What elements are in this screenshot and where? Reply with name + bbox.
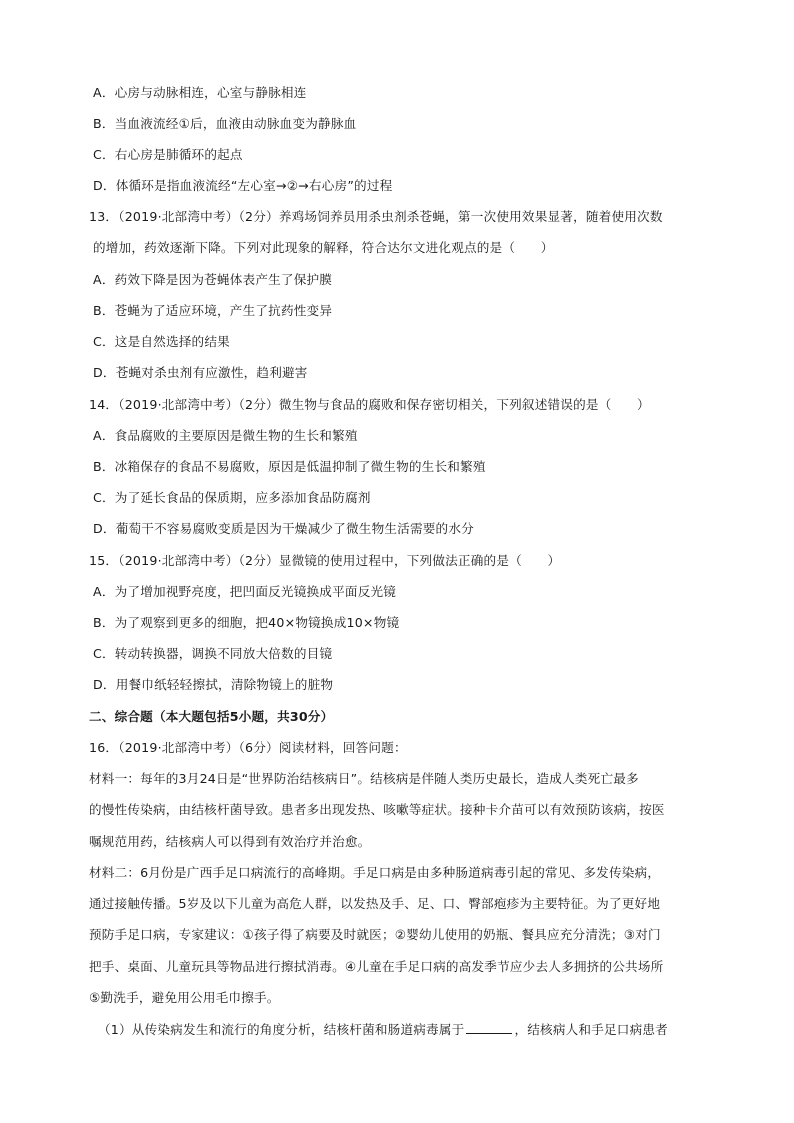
q16-material1-line1: 材料一：每年的3月24日是“世界防治结核病日”。结核病是伴随人类历史最长，造成人类死亡最多	[89, 771, 639, 786]
q16-material2-line2: 通过接触传播。5岁及以下儿童为高危人群，以发热及手、足、口、臀部疱疹为主要特征。为了更好地	[89, 896, 661, 911]
q12-option-b: B．当血液流经①后，血液由动脉血变为静脉血	[93, 116, 357, 131]
q13-stem: 13．（2019·北部湾中考）（2分）养鸡场饲养员用杀虫剂杀苍蝇，第一次使用效果显著，随着使用次数	[89, 209, 663, 224]
q16-stem: 16．（2019·北部湾中考）（6分）阅读材料，回答问题：	[89, 740, 407, 755]
q13-option-b: B．苍蝇为了适应环境，产生了抗药性变异	[93, 303, 333, 318]
q14-option-c: C．为了延长食品的保质期，应多添加食品防腐剂	[93, 490, 371, 505]
q15-stem: 15．（2019·北部湾中考）（2分）显微镜的使用过程中，下列做法正确的是（ ）	[89, 553, 561, 568]
q16-material2-line4: 把手、桌面、儿童玩具等物品进行擦拭消毒。④儿童在手足口病的高发季节应少去人多拥挤的公共场所	[89, 959, 664, 974]
q14-option-b: B．冰箱保存的食品不易腐败，原因是低温抑制了微生物的生长和繁殖	[93, 459, 486, 474]
q12-option-d: D．体循环是指血液流经“左心室→②→右心房”的过程	[93, 178, 393, 193]
section-heading: 二、综合题（本大题包括5小题，共30分）	[89, 709, 334, 724]
q15-option-d: D．用餐巾纸轻轻擦拭，清除物镜上的脏物	[93, 677, 334, 692]
q16-subquestion-1	[98, 1021, 668, 1038]
q16-sub1-text-after: ，结核病人和手足口病患者	[514, 1022, 668, 1037]
q14-option-a: A．食品腐败的主要原因是微生物的生长和繁殖	[93, 428, 358, 443]
q12-option-c: C．右心房是肺循环的起点	[93, 147, 243, 162]
q12-option-a: A．心房与动脉相连，心室与静脉相连	[93, 85, 307, 100]
q16-material1-line2: 的慢性传染病，由结核杆菌导致。患者多出现发热、咳嗽等症状。接种卡介苗可以有效预防该病，按医	[89, 802, 665, 817]
q14-option-d: D．葡萄干不容易腐败变质是因为干燥减少了微生物生活需要的水分	[93, 521, 474, 536]
q14-stem: 14．（2019·北部湾中考）（2分）微生物与食品的腐败和保存密切相关，下列叙述错误的是（ ）	[89, 397, 650, 412]
q16-material2-line5: ⑤勤洗手，避免用公用毛巾擦手。	[89, 990, 280, 1005]
q16-material2-line1: 材料二：6月份是广西手足口病流行的高峰期。手足口病是由多种肠道病毒引起的常见、多发传染病，	[89, 865, 661, 880]
q13-option-a: A．药效下降是因为苍蝇体表产生了保护膜	[93, 272, 333, 287]
q15-option-c: C．转动转换器，调换不同放大倍数的目镜	[93, 646, 333, 661]
q16-material1-line3: 嘱规范用药，结核病人可以得到有效治疗并治愈。	[89, 834, 371, 849]
q16-sub1-text-before: （1）从传染病发生和流行的角度分析，结核杆菌和肠道病毒属于	[98, 1022, 465, 1037]
answer-blank[interactable]	[466, 1021, 512, 1034]
q13-stem-continued: 的增加，药效逐渐下降。下列对此现象的解释，符合达尔文进化观点的是（ ）	[93, 240, 554, 255]
q15-option-a: A．为了增加视野亮度，把凹面反光镜换成平面反光镜	[93, 584, 397, 599]
q13-option-d: D．苍蝇对杀虫剂有应激性，趋利避害	[93, 365, 308, 380]
q15-option-b: B．为了观察到更多的细胞，把40×物镜换成10×物镜	[93, 615, 400, 630]
q13-option-c: C．这是自然选择的结果	[93, 334, 230, 349]
q16-material2-line3: 预防手足口病，专家建议：①孩子得了病要及时就医；②婴幼儿使用的奶瓶、餐具应充分清洗；③对门	[89, 927, 661, 942]
